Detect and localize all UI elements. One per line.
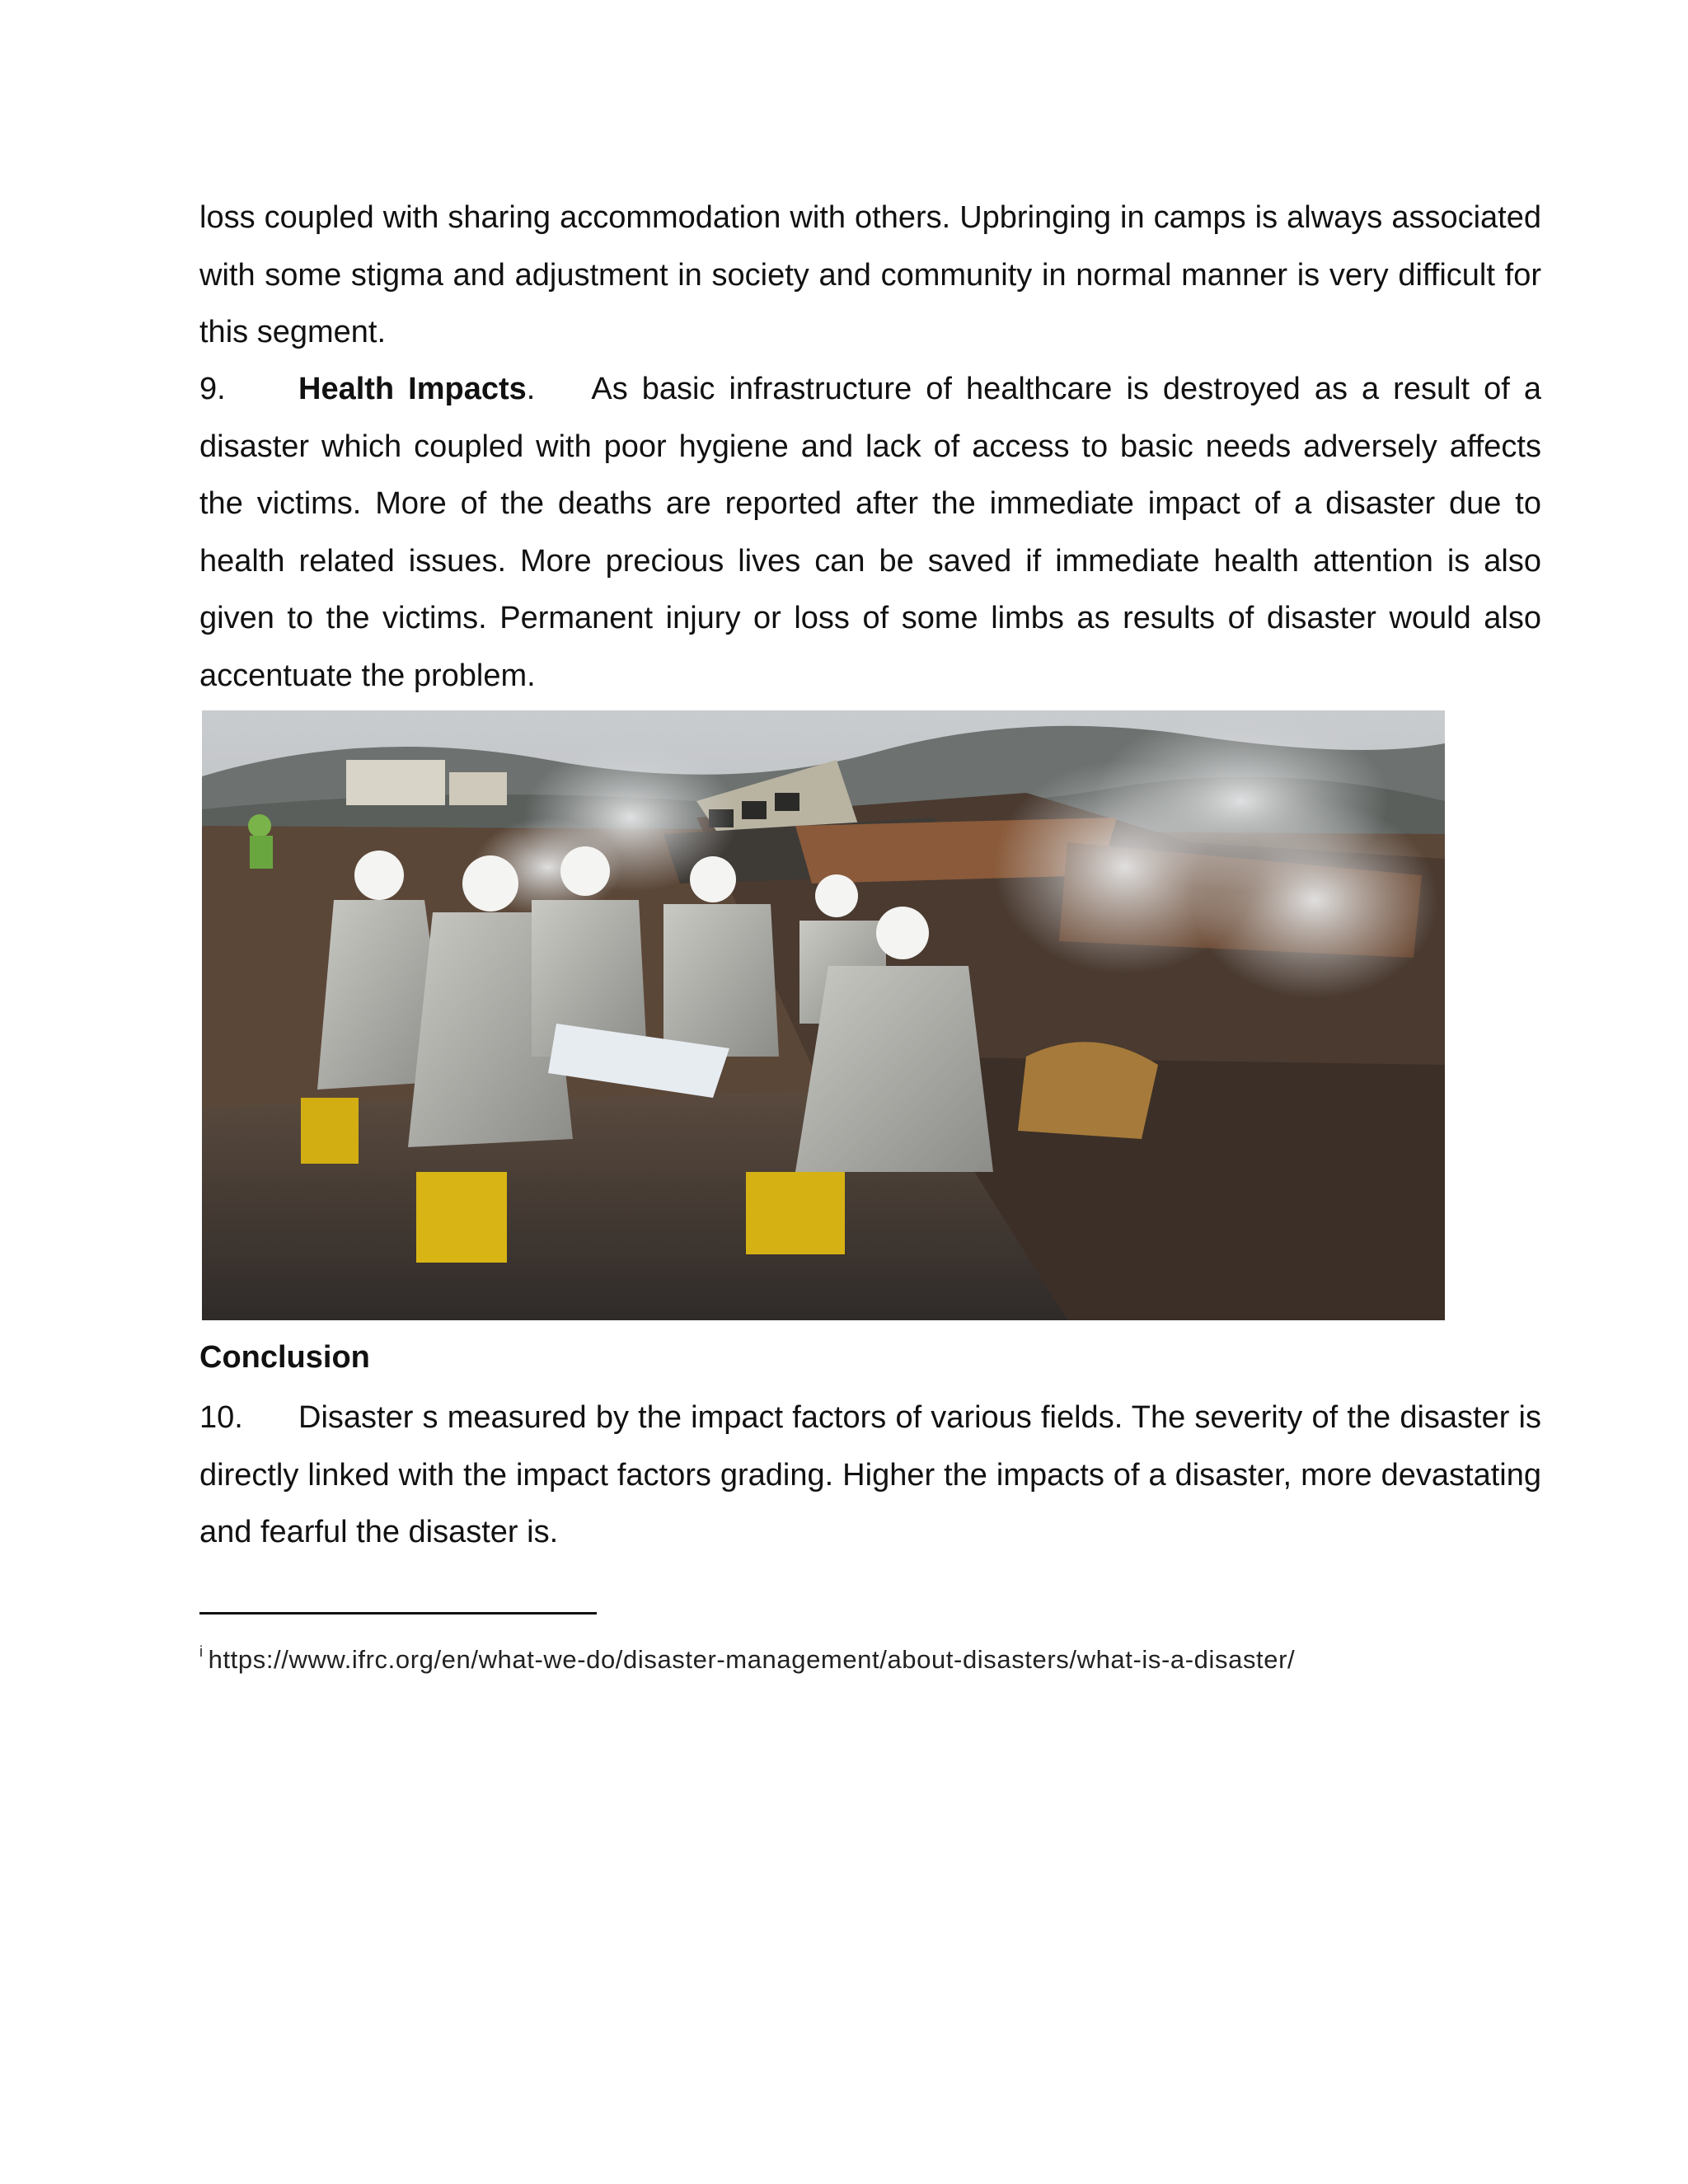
paragraph-title: Health Impacts (298, 372, 527, 406)
paragraph-title-punct: . (526, 372, 536, 406)
paragraph-continued-text: loss coupled with sharing accommodation with others. Upbringing in camps is always associated with some stigma and adjustment in society and community in normal manner is very difficult for this segment. (199, 200, 1541, 349)
paragraph-9 (199, 361, 1541, 705)
footnote-link[interactable]: https://www.ifrc.org/en/what-we-do/disaster-management/about-disasters/what-is-a-disaster/ (208, 1645, 1296, 1674)
paragraph-number: 10. (199, 1400, 243, 1435)
paragraph-10-text: Disaster s measured by the impact factors of various fields. The severity of the disaster is directly linked with the impact factors grading. Higher the impacts of a disaster, more devastating and fearful the disaster is. (199, 1400, 1541, 1549)
conclusion-heading: Conclusion (199, 1340, 370, 1375)
footnote-marker: i (199, 1643, 204, 1660)
disaster-rescue-photo (202, 710, 1445, 1320)
paragraph-number: 9. (199, 372, 226, 406)
footnote (199, 1635, 1295, 1676)
paragraph-9-text: As basic infrastructure of healthcare is destroyed as a result of a disaster which coupled with poor hygiene and lack of access to basic needs adversely affects the victims. More of the deaths are reported after the immediate impact of a disaster due to health related issues. More precious lives can be saved if immediate health attention is also given to the victims. Permanent injury or loss of some limbs as results of disaster would also accentuate the problem. (199, 372, 1541, 693)
footnote-divider (199, 1612, 597, 1615)
paragraph-continued (199, 190, 1541, 362)
paragraph-10 (199, 1390, 1541, 1562)
